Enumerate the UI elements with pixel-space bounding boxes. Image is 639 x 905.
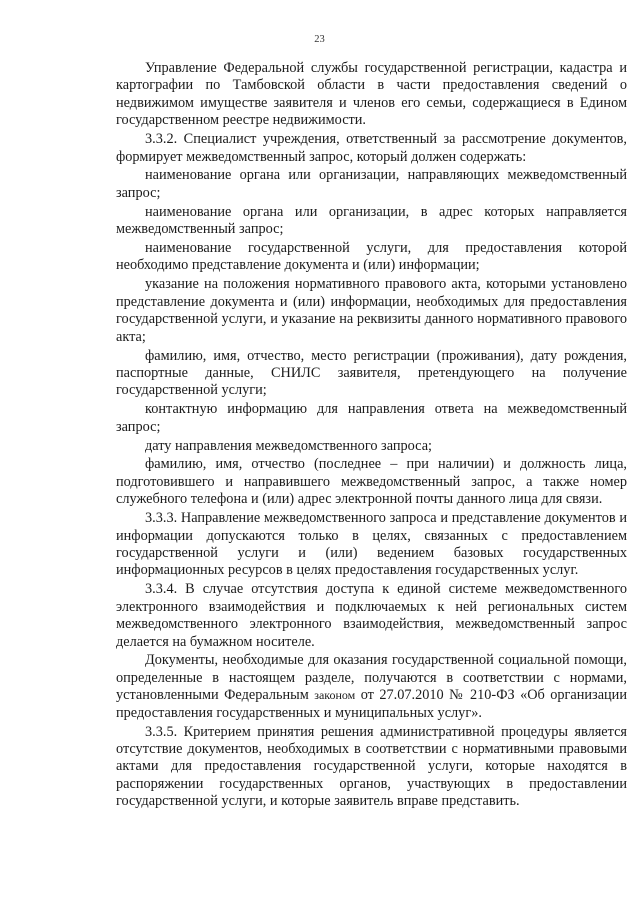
paragraph-3-3-2: 3.3.2. Специалист учреждения, ответственный за рассмотрение документов, формирует межведомственный запрос, который должен содержать: <box>116 131 627 165</box>
list-item-applicant-data: фамилию, имя, отчество, место регистрации (проживания), дату рождения, паспортные данные, СНИЛС заявителя, претендующего на получение государственной услуги; <box>116 347 627 399</box>
list-item-sender-name: наименование органа или организации, направляющих межведомственный запрос; <box>116 167 627 201</box>
paragraph-documents <box>116 652 627 722</box>
list-item-service-name: наименование государственной услуги, для предоставления которой необходимо представление документа и (или) информации; <box>116 240 627 274</box>
documents-text-end: от 27.07.2010 № 210-ФЗ «Об организации предоставления государственных и муниципальных услуг». <box>116 687 627 721</box>
list-item-responsible-person: фамилию, имя, отчество (последнее – при наличии) и должность лица, подготовившего и направившего межведомственный запрос, а также номер служебного телефона и (или) адрес электронной почты данного лица для связи. <box>116 456 627 508</box>
list-item-legal-act: указание на положения нормативного правового акта, которыми установлено представление документа и (или) информации, необходимых для предоставления государственной услуги, и указание на реквизиты данного нормативного правового акта; <box>116 276 627 345</box>
page-number: 23 <box>314 34 325 45</box>
list-item-request-date: дату направления межведомственного запроса; <box>145 437 433 454</box>
paragraph-rosreestr: Управление Федеральной службы государственной регистрации, кадастра и картографии по Тамбовской области в части предоставления сведений о недвижимом имуществе заявителя и членов его семьи, содержащиеся в Едином государственном реестре недвижимости. <box>116 60 627 129</box>
documents-text-start: Документы, необходимые для оказания государственной социальной помощи, определенные в настоящем разделе, получаются в соответствии с нормами, установленными Федеральным <box>116 652 627 704</box>
list-item-contact-info: контактную информацию для направления ответа на межведомственный запрос; <box>116 401 627 435</box>
paragraph-3-3-3: 3.3.3. Направление межведомственного запроса и представление документов и информации допускаются только в целях, связанных с предоставлением государственной услуги и (или) ведением базовых государственных информационных ресурсов в целях предоставления государственных услуг. <box>116 510 627 579</box>
list-item-recipient-name: наименование органа или организации, в адрес которых направляется межведомственный запрос; <box>116 203 627 238</box>
paragraph-3-3-5: 3.3.5. Критерием принятия решения административной процедуры является отсутствие документов, необходимых в соответствии с нормативными правовыми актами для предоставления государственной услуги, которые находятся в распоряжении государственных органов, участвующих в предоставлении государственной услуги, и которые заявитель вправе представить. <box>116 723 627 810</box>
document-body <box>116 60 627 811</box>
paragraph-3-3-4: 3.3.4. В случае отсутствия доступа к единой системе межведомственного электронного взаимодействия и подключаемых к ней региональных систем межведомственного электронного взаимодействия, межведомственный запрос делается на бумажном носителе. <box>116 581 627 650</box>
documents-text-law-word: законом <box>314 688 356 703</box>
